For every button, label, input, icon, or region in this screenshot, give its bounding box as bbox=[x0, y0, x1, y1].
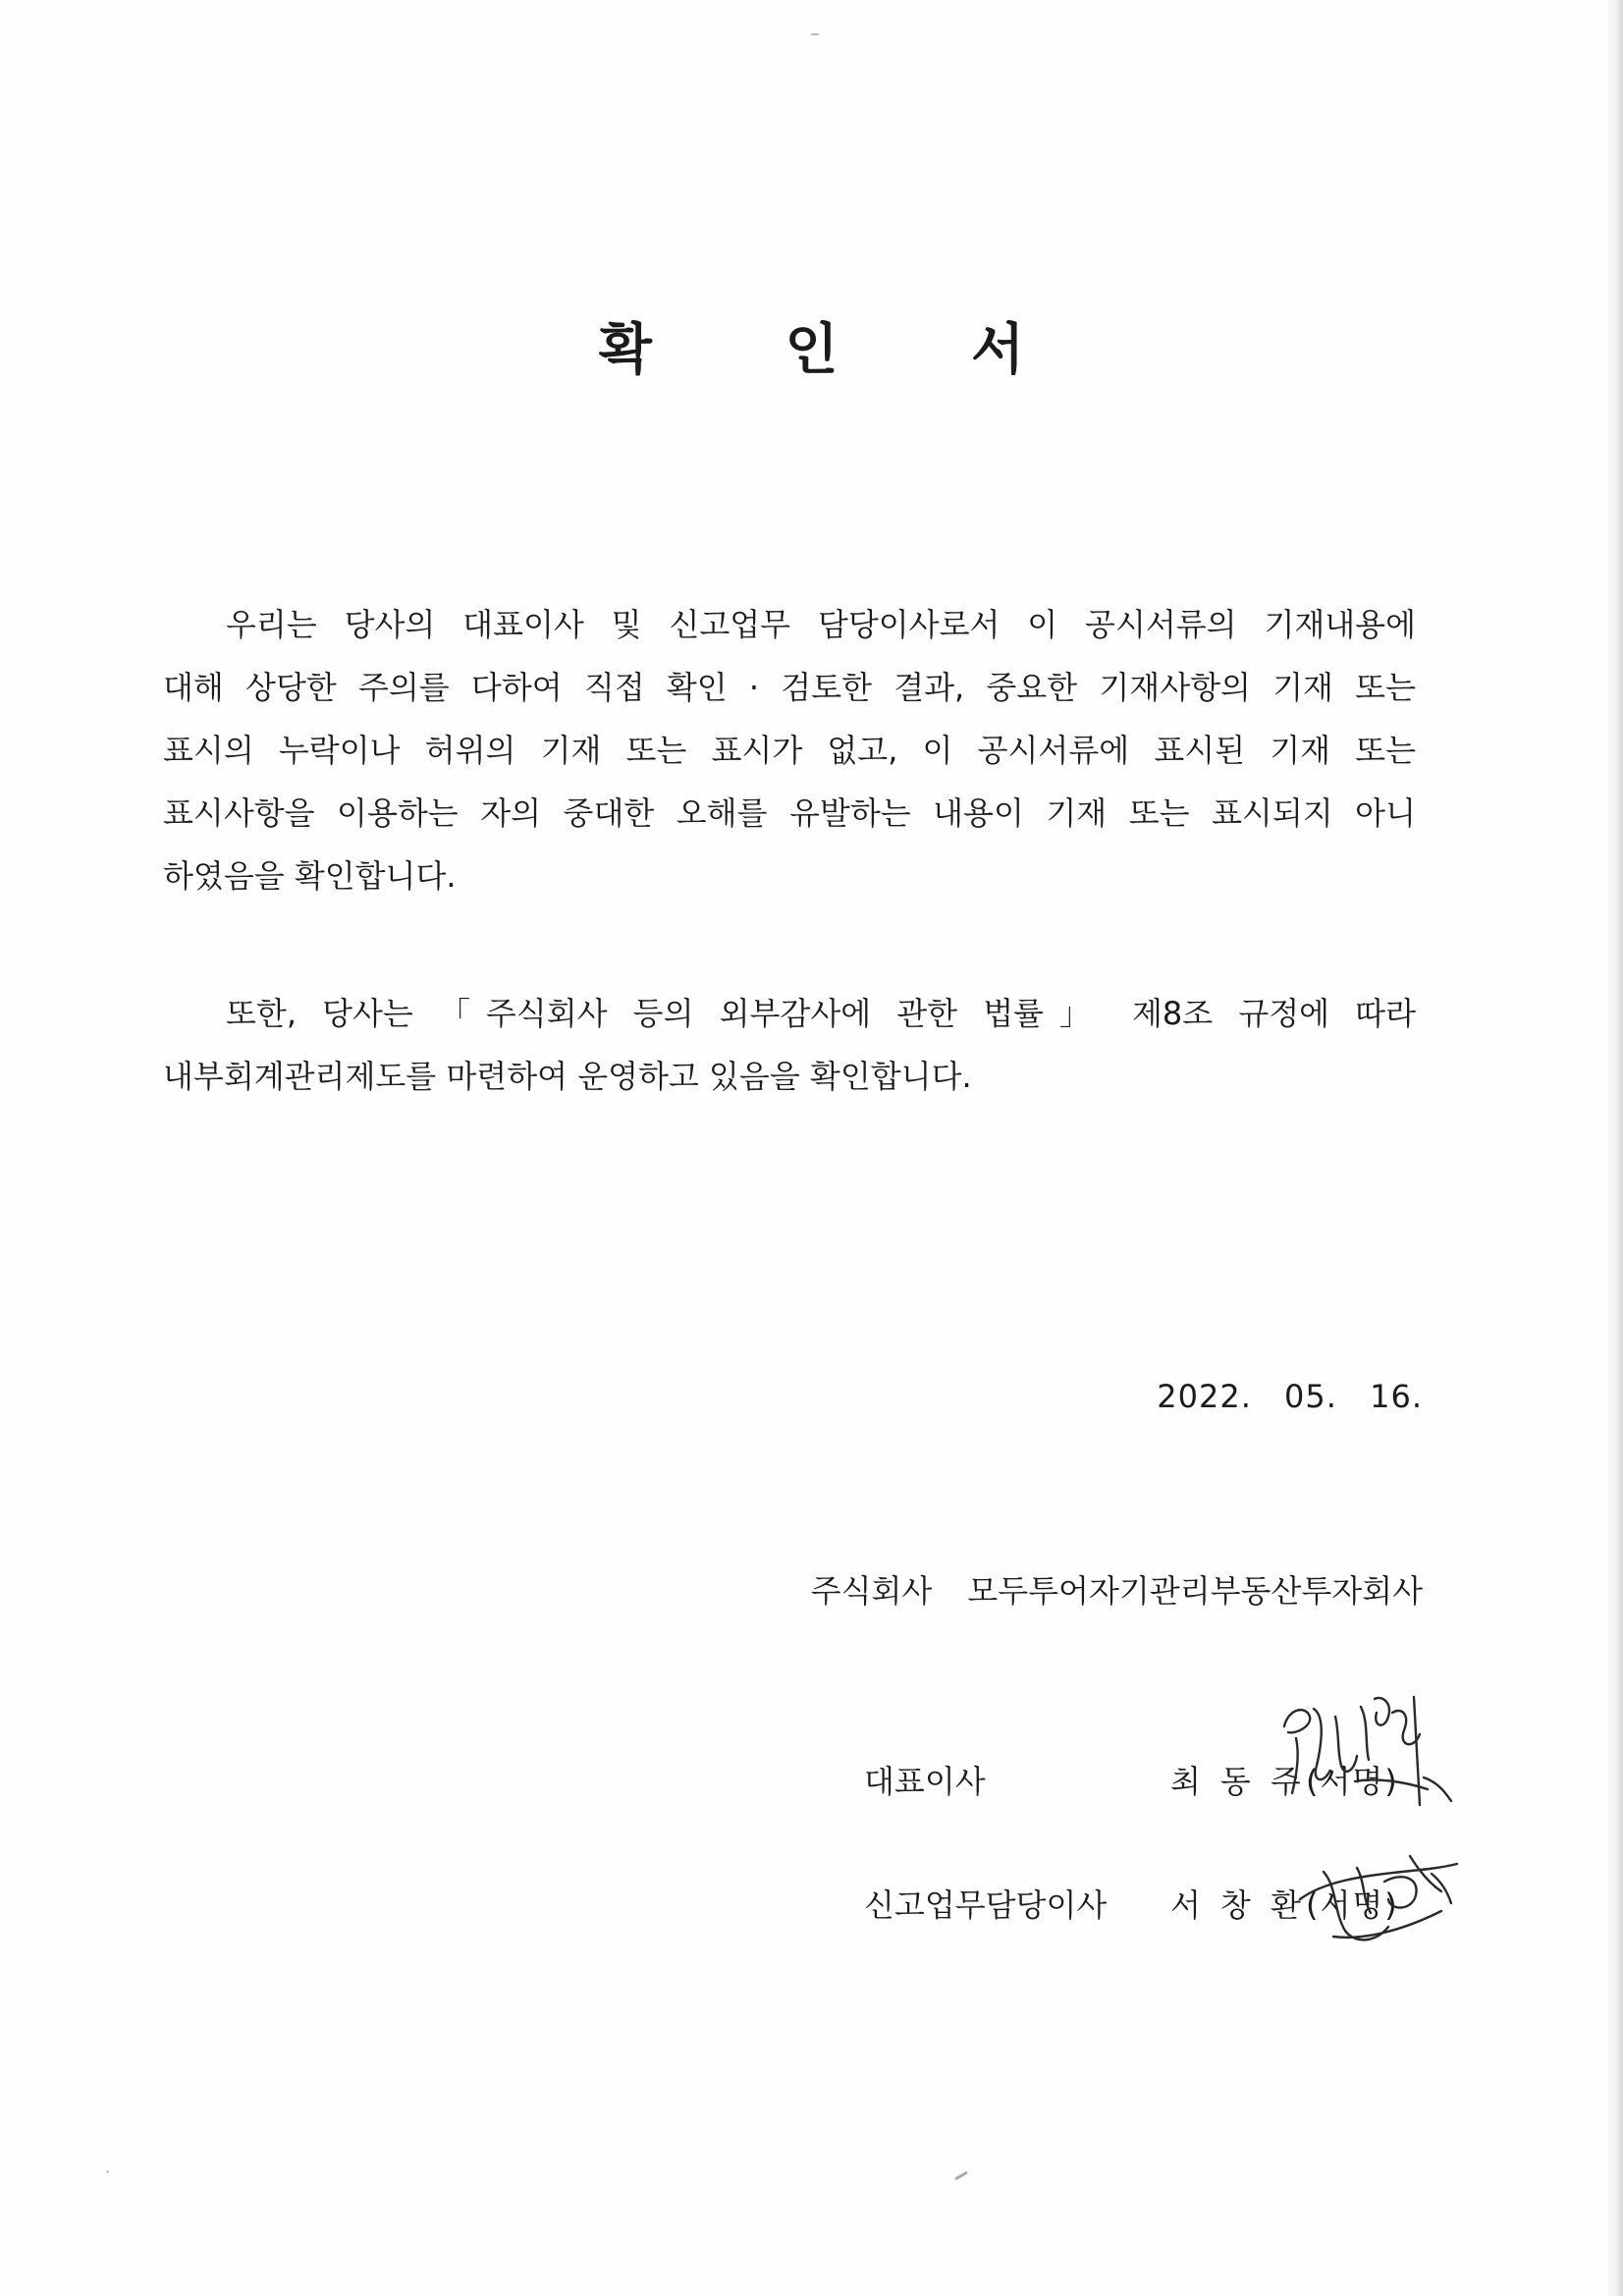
scan-speck bbox=[954, 2171, 968, 2181]
handwritten-signature-filing-officer bbox=[1294, 1842, 1461, 1950]
signature-mark-label: (서명) bbox=[1306, 1886, 1399, 1924]
signer-name: 서창환 bbox=[1170, 1886, 1321, 1924]
paragraph1-line2: 대해 상당한 주의를 다하여 직접 확인 · 검토한 결과, 중요한 기재사항의 기재 또는 bbox=[163, 669, 1416, 706]
document-title: 확 인 서 bbox=[598, 318, 1082, 382]
company-name-line bbox=[811, 1571, 1423, 1611]
paragraph1-line5: 하였음을 확인합니다. bbox=[163, 857, 457, 895]
signature-mark-label: (서명) bbox=[1306, 1763, 1399, 1800]
signer-name: 최동주 bbox=[1170, 1763, 1321, 1800]
handwritten-signature-ceo bbox=[1267, 1687, 1463, 1825]
paragraph2-line1: 또한, 당사는 「주식회사 등의 외부감사에 관한 법률」 제8조 규정에 따라 bbox=[226, 995, 1416, 1032]
signer-role: 대표이사 bbox=[864, 1763, 986, 1800]
scan-speck bbox=[106, 2170, 109, 2173]
signer-role: 신고업무담당이사 bbox=[864, 1886, 1108, 1924]
company-name: 모두투어자기관리부동산투자회사 bbox=[967, 1572, 1423, 1610]
paragraph1-line1: 우리는 당사의 대표이사 및 신고업무 담당이사로서 이 공시서류의 기재내용에 bbox=[226, 606, 1416, 643]
company-prefix: 주식회사 bbox=[810, 1572, 933, 1610]
scan-speck bbox=[811, 33, 819, 35]
paragraph1-line3: 표시의 누락이나 허위의 기재 또는 표시가 없고, 이 공시서류에 표시된 기재 또는 bbox=[163, 732, 1416, 769]
document-date: 2022. 05. 16. bbox=[1157, 1378, 1423, 1415]
paragraph2-line2: 내부회계관리제도를 마련하여 운영하고 있음을 확인합니다. bbox=[163, 1058, 972, 1095]
paragraph1-line4: 표시사항을 이용하는 자의 중대한 오해를 유발하는 내용이 기재 또는 표시되지 아니 bbox=[163, 794, 1416, 832]
